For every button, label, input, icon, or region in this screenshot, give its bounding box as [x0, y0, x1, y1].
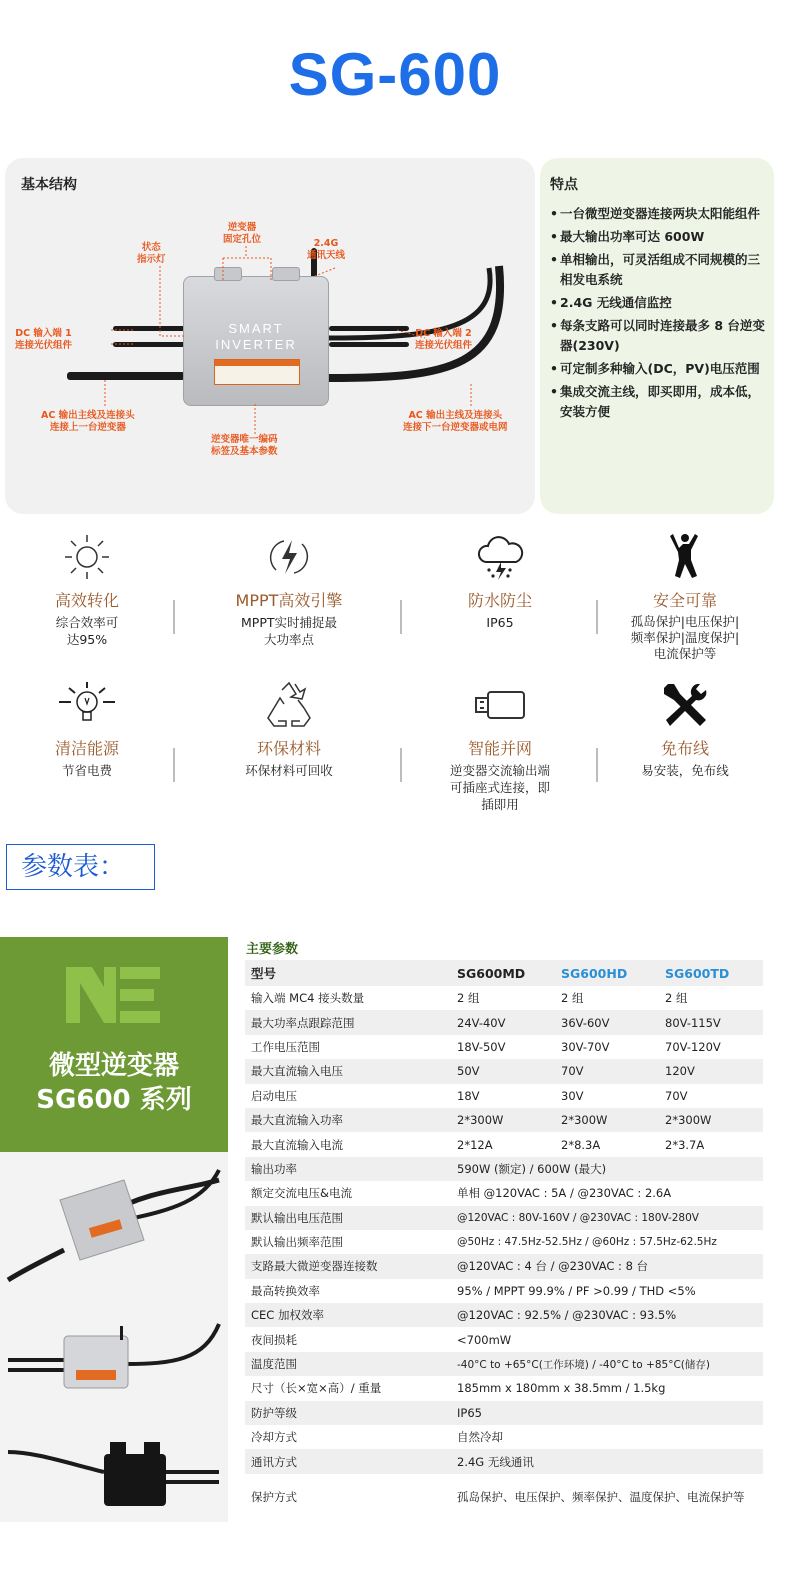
table-cell: 温度范围 [245, 1352, 451, 1376]
table-row [245, 1230, 763, 1254]
feature-item: • 集成交流主线，即买即用，成本低，安装方便 [550, 382, 770, 422]
table-row [245, 1376, 763, 1400]
table-cell: 95% / MPPT 99.9% / PF >0.99 / THD <5% [457, 1283, 696, 1298]
label-dc1: DC 输入端 1 连接光伏组件 [15, 328, 73, 351]
table-cell: CEC 加权效率 [245, 1303, 451, 1327]
table-cell: 36V-60V [555, 1010, 659, 1034]
feature-cell-eco-material [204, 680, 374, 779]
table-cell: -40°C to +65°C(工作环境) / -40°C to +85°C(储存) [451, 1352, 763, 1376]
table-cell: 夜间损耗 [251, 1332, 297, 1347]
sun-icon [62, 532, 112, 582]
table-cell: 最大直流输入电压 [245, 1059, 451, 1083]
ne-logo [64, 963, 164, 1027]
table-row [245, 1352, 763, 1376]
table-cell: 孤岛保护、电压保护、频率保护、温度保护、电流保护等 [457, 1489, 745, 1504]
table-cell: 防护等级 [245, 1401, 451, 1425]
table-row [245, 1425, 763, 1449]
table-cell: 2*300W [451, 1108, 555, 1132]
label-status-light: 状态 指示灯 [137, 242, 166, 265]
table-row [245, 986, 763, 1010]
cloud-storm-icon [474, 532, 526, 582]
feature-item: • 单相输出，可灵活组成不同规模的三相发电系统 [550, 250, 770, 290]
feature-item: • 每条支路可以同时连接最多 8 台逆变器(230V) [550, 316, 770, 356]
table-cell: 2*300W [659, 1108, 763, 1132]
table-cell: 80V-115V [659, 1010, 763, 1034]
table-cell: 最大直流输入电流 [251, 1137, 343, 1152]
table-cell: 保护方式 [251, 1489, 297, 1504]
feature-title: 智能并网 [467, 739, 532, 758]
series-banner [0, 937, 228, 1152]
structure-panel [5, 158, 535, 514]
divider [400, 600, 402, 634]
feature-desc: IP65 [486, 615, 514, 630]
divider [173, 748, 175, 782]
table-row [245, 1157, 763, 1181]
table-cell: @120VAC : 4 台 / @230VAC : 8 台 [451, 1254, 763, 1278]
table-cell: 默认输出电压范围 [245, 1206, 451, 1230]
plug-icon [472, 680, 528, 730]
feature-cell-efficiency [2, 532, 172, 648]
table-row [245, 1206, 763, 1230]
divider [596, 600, 598, 634]
table-header-cell: SG600HD [555, 960, 659, 986]
table-cell: 2*8.3A [561, 1137, 601, 1152]
features-heading: 特点 [550, 177, 578, 193]
feature-item: • 可定制多种输入(DC，PV)电压范围 [550, 359, 770, 379]
lightning-circle-icon [264, 532, 314, 582]
table-cell: 30V [561, 1088, 584, 1103]
table-header-cell: SG600TD [659, 960, 763, 986]
feature-desc: 逆变器交流输出端 可插座式连接，即 插即用 [449, 763, 550, 812]
divider [400, 748, 402, 782]
table-cell: 2*12A [457, 1137, 493, 1152]
feature-desc: 综合效率可 达95% [55, 615, 119, 647]
table-row [245, 1401, 763, 1425]
table-cell: 24V-40V [451, 1010, 555, 1034]
table-cell: 185mm x 180mm x 38.5mm / 1.5kg [457, 1381, 666, 1396]
table-cell: 18V [457, 1088, 480, 1103]
feature-item: • 最大输出功率可达 600W [550, 227, 770, 247]
label-serial: 逆变器唯一编码 标签及基本参数 [211, 434, 278, 457]
table-cell: 70V [665, 1088, 688, 1103]
table-cell: 单相 @120VAC : 5A / @230VAC : 2.6A [457, 1186, 672, 1201]
person-shield-icon [665, 532, 705, 582]
feature-desc: MPPT实时捕捉最 大功率点 [241, 615, 337, 647]
feature-title: 免布线 [660, 739, 709, 758]
feature-title: 防水防尘 [467, 591, 532, 610]
feature-cell-grid [415, 680, 585, 813]
table-header-cell: SG600MD [451, 960, 555, 986]
table-cell: @120VAC : 92.5% / @230VAC : 93.5% [451, 1303, 763, 1327]
table-cell: 默认输出频率范围 [251, 1235, 343, 1250]
table-cell: 输出功率 [245, 1157, 451, 1181]
table-row [245, 1303, 763, 1327]
table-row [245, 1035, 763, 1059]
table-heading: 主要参数 [246, 942, 299, 957]
table-cell: 70V [555, 1059, 659, 1083]
table-cell: 最大功率点跟踪范围 [245, 1010, 451, 1034]
table-cell: 2 组 [665, 991, 688, 1006]
table-row [245, 1474, 763, 1520]
table-cell: 70V-120V [665, 1039, 721, 1054]
table-row [245, 1084, 763, 1108]
tools-icon [660, 680, 710, 730]
device-brand-line1: SMART [228, 321, 284, 336]
feature-cell-clean-energy [2, 680, 172, 779]
table-row [245, 1449, 763, 1473]
features-panel [540, 158, 774, 514]
feature-desc: 环保材料可回收 [245, 763, 333, 778]
table-row [245, 1059, 763, 1083]
product-photo-1 [4, 1160, 224, 1290]
bulb-icon [55, 680, 119, 730]
table-cell: 自然冷却 [457, 1430, 503, 1445]
feature-title: 清洁能源 [54, 739, 119, 758]
product-photos [0, 1152, 228, 1522]
feature-desc: 节省电费 [61, 763, 112, 778]
table-cell: 2.4G 无线通讯 [451, 1449, 763, 1473]
table-cell: 通讯方式 [245, 1449, 451, 1473]
table-header-row [245, 960, 763, 986]
table-cell: 2 组 [561, 991, 584, 1006]
feature-title: 安全可靠 [652, 591, 717, 610]
feature-title: 环保材料 [256, 739, 321, 758]
table-cell: 120V [659, 1059, 763, 1083]
table-cell: 尺寸（长×宽×高）/ 重量 [251, 1381, 382, 1396]
table-row [245, 1279, 763, 1303]
label-ac-left: AC 输出主线及连接头 连接上一台逆变器 [41, 410, 135, 433]
product-photo-3 [4, 1432, 224, 1512]
table-cell: 最高转换效率 [251, 1283, 320, 1298]
structure-heading: 基本结构 [21, 177, 77, 193]
label-mount-hole: 逆变器 固定孔位 [223, 222, 262, 245]
divider [173, 600, 175, 634]
table-cell: <700mW [457, 1332, 512, 1347]
table-cell: 2*3.7A [665, 1137, 705, 1152]
table-header-cell: 型号 [245, 960, 451, 986]
product-photo-2 [4, 1320, 224, 1400]
table-cell: 启动电压 [251, 1088, 297, 1103]
feature-item: • 一台微型逆变器连接两块太阳能组件 [550, 204, 770, 224]
table-cell: 2*300W [555, 1108, 659, 1132]
series-title-line1: 微型逆变器 [48, 1051, 179, 1081]
table-cell: 18V-50V [457, 1039, 506, 1054]
table-cell: 最大直流输入功率 [245, 1108, 451, 1132]
table-cell: 工作电压范围 [251, 1039, 320, 1054]
table-cell: 2 组 [457, 991, 480, 1006]
page-title: SG-600 [288, 41, 502, 108]
table-cell: 590W (额定) / 600W (最大) [451, 1157, 763, 1181]
table-row [245, 1108, 763, 1132]
table-cell: 额定交流电压&电流 [251, 1186, 352, 1201]
feature-desc: 孤岛保护|电压保护| 频率保护|温度保护| 电流保护等 [630, 614, 740, 661]
param-heading: 参数表： [6, 844, 155, 890]
table-cell: 支路最大微逆变器连接数 [245, 1254, 451, 1278]
table-row [245, 1132, 763, 1156]
table-cell: @50Hz : 47.5Hz-52.5Hz / @60Hz : 57.5Hz-62.5Hz [457, 1236, 717, 1249]
feature-cell-no-wiring [600, 680, 770, 779]
table-cell: IP65 [451, 1401, 763, 1425]
series-title-line2: SG600 系列 [36, 1085, 192, 1115]
table-cell: 30V-70V [561, 1039, 610, 1054]
table-cell: 冷却方式 [251, 1430, 297, 1445]
feature-cell-waterproof [415, 532, 585, 631]
table-row [245, 1327, 763, 1351]
label-antenna: 2.4G 通讯天线 [307, 238, 346, 261]
table-row [245, 1254, 763, 1278]
feature-title: MPPT高效引擎 [235, 591, 343, 610]
spec-table [245, 960, 763, 1520]
divider [596, 748, 598, 782]
recycle-icon [264, 680, 314, 730]
label-ac-right: AC 输出主线及连接头 连接下一台逆变器或电网 [403, 410, 508, 433]
table-row [245, 1010, 763, 1034]
feature-cell-mppt [204, 532, 374, 648]
label-dc2: DC 输入端 2 连接光伏组件 [415, 328, 473, 351]
table-cell: 输入端 MC4 接头数量 [251, 991, 365, 1006]
feature-cell-safety [600, 532, 770, 662]
table-cell: 50V [451, 1059, 555, 1083]
device-brand-line2: INVERTER [215, 337, 297, 352]
feature-desc: 易安装，免布线 [641, 763, 729, 778]
feature-title: 高效转化 [54, 591, 119, 610]
table-cell: @120VAC : 80V-160V / @230VAC : 180V-280V [451, 1206, 763, 1230]
features-list [550, 204, 770, 425]
table-row [245, 1181, 763, 1205]
feature-item: • 2.4G 无线通信监控 [550, 293, 770, 313]
